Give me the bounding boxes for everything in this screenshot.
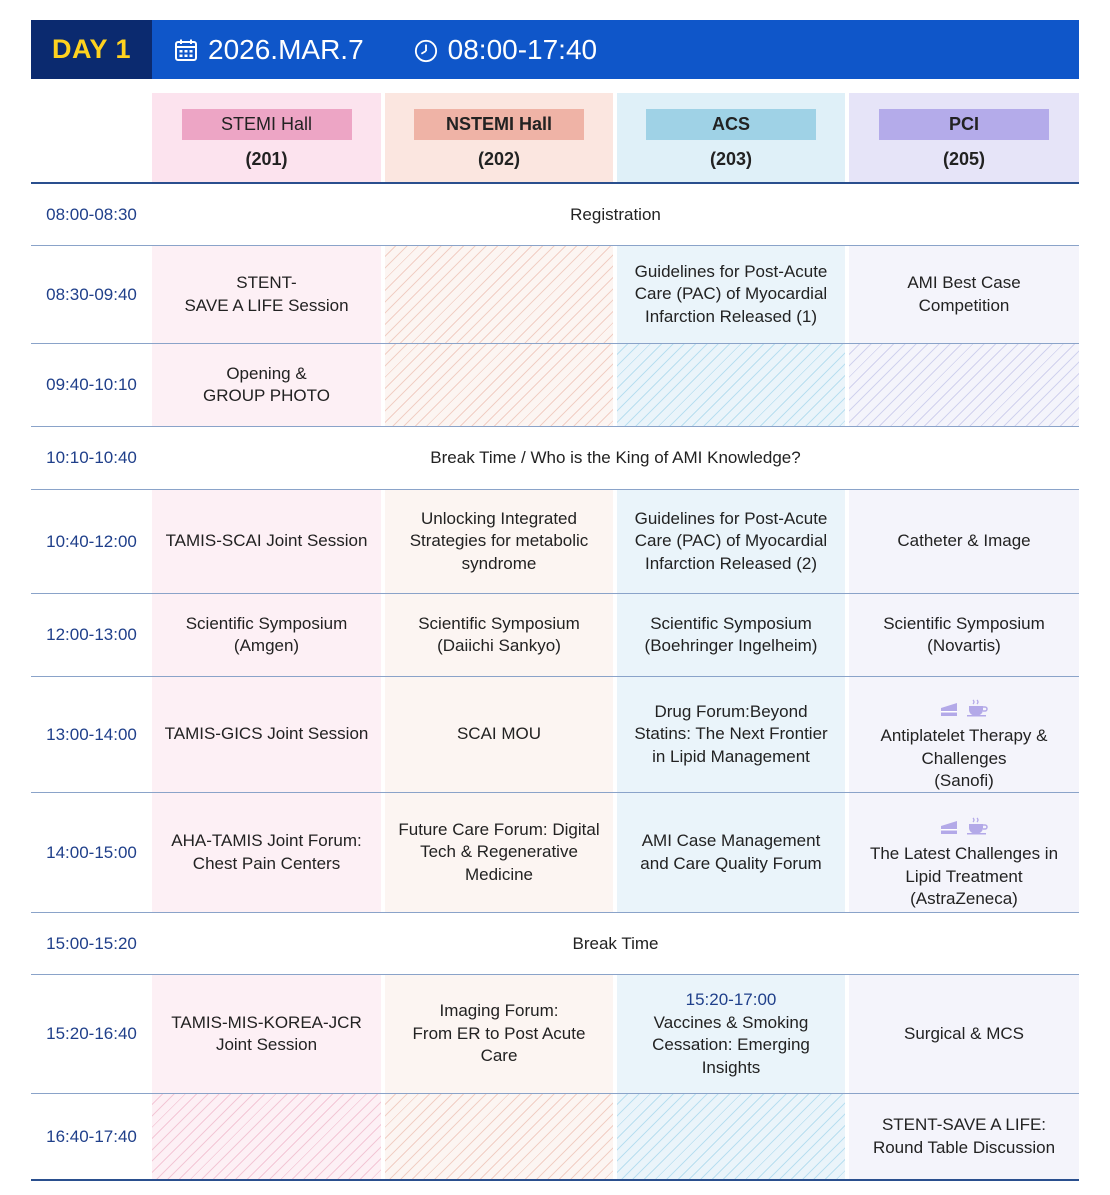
hall-room: (201) [245,149,288,169]
session-cell: STENT-SAVE A LIFE: Round Table Discussion [849,1094,1079,1179]
day-badge [31,20,152,79]
time-slot: 10:40-12:00 [46,531,137,551]
hall-header-nstemi [385,93,613,182]
hall-header-acs [617,93,845,182]
time-slot: 12:00-13:00 [46,625,137,644]
coffee-cup-icon [967,794,989,841]
time-slot: 16:40-17:40 [46,1126,137,1146]
session-cell: Opening & GROUP PHOTO [152,344,381,426]
day-label: DAY 1 [51,34,132,64]
clock-icon [414,38,438,62]
hall-name: NSTEMI Hall [414,109,584,140]
time-slot: 08:30-09:40 [46,284,137,304]
session-cell: Scientific Symposium (Amgen) [152,594,381,676]
date-text: 2026.MAR.7 [208,33,364,65]
empty-hatched-cell [849,344,1079,426]
empty-hatched-cell [385,344,613,426]
session-cell-with-catering [849,677,1079,792]
session-cell: Guidelines for Post-Acute Care (PAC) of Myocardial Infarction Released (1) [617,246,845,343]
hall-header-stemi [152,93,381,182]
hall-header-pci [849,93,1079,182]
cake-icon [939,676,959,723]
session-text: The Latest Challenges in Lipid Treatment (AstraZeneca) [869,844,1059,909]
time-slot: 15:20-16:40 [46,1024,137,1043]
session-cell: Scientific Symposium (Novartis) [849,594,1079,676]
session-cell: SCAI MOU [385,677,613,792]
span-session-registration: Registration [570,204,661,224]
session-cell: Scientific Symposium (Boehringer Ingelheim) [617,594,845,676]
header-date [174,34,364,66]
session-cell: Imaging Forum: From ER to Post Acute Care [385,975,613,1093]
hall-room: (205) [942,149,986,169]
session-text: Vaccines & Smoking Cessation: Emerging Insights [652,1012,810,1077]
empty-hatched-cell [385,246,613,343]
table-bottom-border [31,1179,1079,1181]
header-time [414,34,597,66]
session-text: Antiplatelet Therapy & Challenges (Sanofi) [880,726,1048,791]
hall-room: (203) [709,149,753,169]
cake-icon [939,794,959,841]
hall-name: ACS [646,109,816,140]
time-slot: 14:00-15:00 [46,842,137,862]
session-cell-with-subtime [617,975,845,1093]
time-slot: 08:00-08:30 [46,204,137,224]
time-slot: 09:40-10:10 [46,375,137,394]
session-cell-with-catering [849,793,1079,912]
session-cell: AMI Case Management and Care Quality Forum [617,793,845,912]
time-range-text: 08:00-17:40 [447,33,598,65]
session-cell: Catheter & Image [849,490,1079,593]
session-cell: Drug Forum:Beyond Statins: The Next Frontier in Lipid Management [617,677,845,792]
span-session-break: Break Time / Who is the King of AMI Knowledge? [430,448,801,467]
time-slot: 13:00-14:00 [46,724,137,744]
session-cell: Unlocking Integrated Strategies for metabolic syndrome [385,490,613,593]
hall-name: STEMI Hall [182,109,352,140]
session-cell: Future Care Forum: Digital Tech & Regenerative Medicine [385,793,613,912]
session-cell: Surgical & MCS [849,975,1079,1093]
session-cell: Scientific Symposium (Daiichi Sankyo) [385,594,613,676]
empty-hatched-cell [385,1094,613,1179]
coffee-cup-icon [967,676,989,723]
session-subtime: 15:20-17:00 [685,990,777,1009]
session-cell: TAMIS-GICS Joint Session [152,677,381,792]
session-cell: STENT- SAVE A LIFE Session [152,246,381,343]
hall-name: PCI [879,109,1049,140]
empty-hatched-cell [152,1094,381,1179]
session-cell: Guidelines for Post-Acute Care (PAC) of Myocardial Infarction Released (2) [617,490,845,593]
calendar-icon [174,38,198,62]
session-cell: AMI Best Case Competition [849,246,1079,343]
session-cell: TAMIS-SCAI Joint Session [152,490,381,593]
hall-room: (202) [477,149,521,169]
empty-hatched-cell [617,344,845,426]
span-session-break: Break Time [572,933,659,953]
time-slot: 15:00-15:20 [46,933,137,953]
day-header-bar [31,20,1079,79]
session-cell: AHA-TAMIS Joint Forum: Chest Pain Centers [152,793,381,912]
time-slot: 10:10-10:40 [46,448,137,467]
empty-hatched-cell [617,1094,845,1179]
session-cell: TAMIS-MIS-KOREA-JCR Joint Session [152,975,381,1093]
